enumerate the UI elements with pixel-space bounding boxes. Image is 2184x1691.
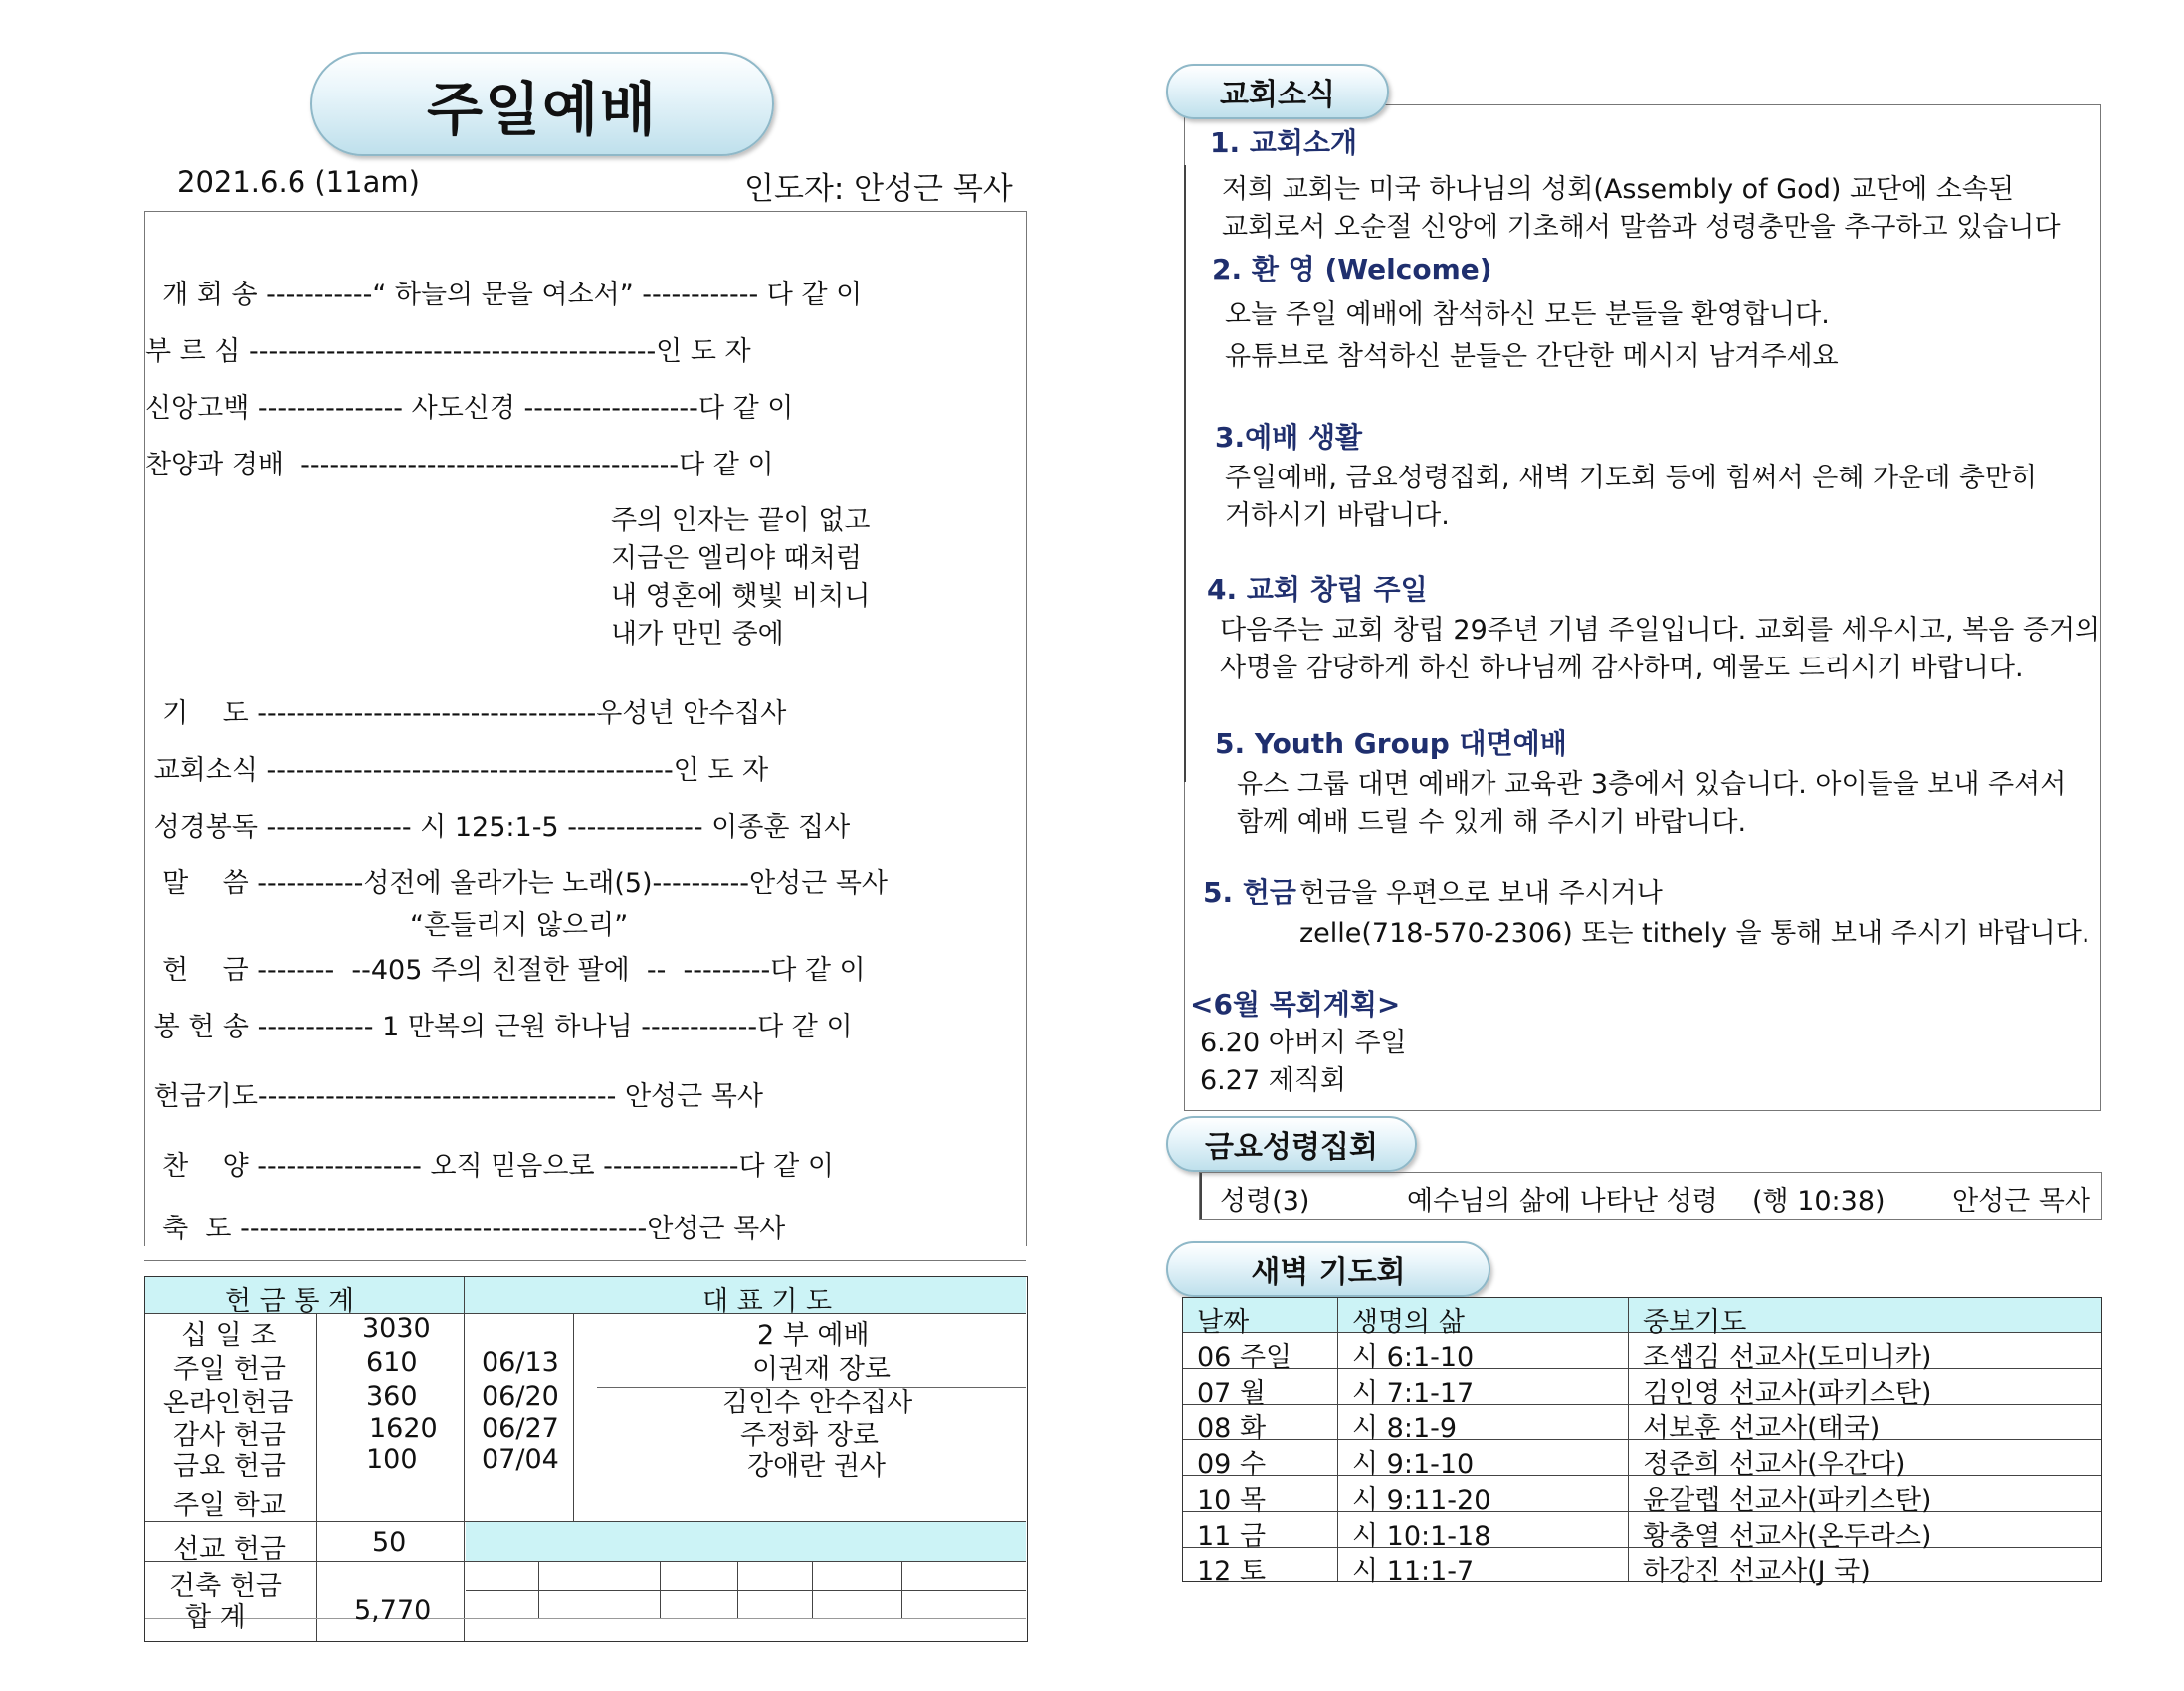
order-line: 개 회 송 -----------“ 하늘의 문을 여소서” ------------ 다 같 이: [145, 280, 863, 310]
offering-label: 선교 헌금: [173, 1534, 286, 1565]
order-line: 축 도 ------------------------------------------안성근 목사: [145, 1214, 786, 1244]
sermon-subtitle: “흔들리지 않으리”: [145, 910, 629, 941]
news-text: 다음주는 교회 창립 29주년 기념 주일입니다. 교회를 세우시고, 복음 증거의: [1220, 615, 2101, 646]
news-title: 교회소식: [1166, 64, 1389, 119]
dawn-cell: 황충열 선교사(온두라스): [1643, 1521, 1932, 1552]
news-text: 유튜브로 참석하신 분들은 간단한 메시지 남겨주세요: [1225, 341, 1839, 372]
order-line: 성경봉독 --------------- 시 125:1-5 -------------- 이종훈 집사: [145, 812, 851, 843]
divider: [144, 1260, 1026, 1261]
news-heading: 4. 교회 창립 주일: [1207, 573, 1428, 606]
dawn-cell: 11 금: [1197, 1521, 1267, 1552]
news-text: 저희 교회는 미국 하나님의 성회(Assembly of God) 교단에 소속된: [1222, 174, 2015, 205]
news-heading: 5. Youth Group 대면예배: [1215, 727, 1567, 760]
prayer-date: 06/13: [482, 1347, 559, 1378]
order-line: 기 도 -----------------------------------우성년 안수집사: [145, 698, 787, 729]
dawn-header: 생명의 삶: [1352, 1307, 1465, 1338]
order-line: 봉 헌 송 ------------ 1 만복의 근원 하나님 ------------다 같 이: [145, 1012, 853, 1042]
friday-verse: (행 10:38): [1752, 1186, 1886, 1217]
offering-label: 건축 헌금: [169, 1571, 282, 1601]
prayer-header: 대 표 기 도: [702, 1286, 833, 1317]
offering-value: 1620: [369, 1413, 438, 1444]
dawn-header: 날짜: [1197, 1307, 1250, 1338]
plan-item: 6.27 제직회: [1200, 1065, 1346, 1096]
news-text: 사명을 감당하게 하신 하나님께 감사하며, 예물도 드리시기 바랍니다.: [1220, 653, 2024, 683]
offering-value: 100: [366, 1444, 418, 1475]
offering-value: 610: [366, 1347, 418, 1378]
order-line: 교회소식 ------------------------------------------인 도 자: [145, 755, 769, 786]
service-date: 2021.6.6 (11am): [177, 165, 420, 199]
news-text: 거하시기 바랍니다.: [1225, 500, 1450, 531]
order-line: 헌 금 -------- --405 주의 친절한 팔에 -- ---------다 같 이: [145, 955, 866, 986]
offering-value: 50: [372, 1527, 407, 1558]
news-text: 헌금을 우편으로 보내 주시거나: [1299, 878, 1663, 909]
offering-label: 온라인헌금: [163, 1388, 294, 1418]
prayer-name: 주정화 장로: [740, 1420, 879, 1451]
order-of-service: [144, 211, 1027, 1246]
plan-title: <6월 목회계획>: [1190, 988, 1401, 1021]
prayer-name: 이권재 장로: [752, 1354, 891, 1385]
dawn-cell: 시 9:1-10: [1352, 1449, 1475, 1480]
news-text: 함께 예배 드릴 수 있게 해 주시기 바랍니다.: [1237, 807, 1747, 838]
dawn-cell: 서보훈 선교사(태국): [1643, 1413, 1881, 1444]
friday-preacher: 안성근 목사: [1952, 1186, 2090, 1217]
offering-table: [144, 1276, 1028, 1642]
prayer-date: 06/20: [482, 1381, 559, 1411]
news-box: [1184, 104, 2101, 1111]
dawn-cell: 정준희 선교사(우간다): [1643, 1449, 1906, 1480]
order-line: 헌금기도------------------------------------- 안성근 목사: [145, 1081, 763, 1112]
dawn-cell: 07 월: [1197, 1378, 1267, 1409]
lyric-line: 내 영혼에 햇빛 비치니: [611, 581, 871, 612]
news-heading: 3.예배 생활: [1215, 421, 1363, 454]
prayer-name: 김인수 안수집사: [722, 1388, 913, 1418]
dawn-cell: 시 10:1-18: [1352, 1521, 1491, 1552]
order-line: 신앙고백 --------------- 사도신경 ------------------다 같 이: [145, 393, 794, 424]
dawn-cell: 김인영 선교사(파키스탄): [1643, 1378, 1932, 1409]
offering-label: 금요 헌금: [173, 1451, 286, 1482]
prayer-date: 06/27: [482, 1413, 559, 1444]
plan-item: 6.20 아버지 주일: [1200, 1028, 1407, 1058]
news-text: 오늘 주일 예배에 참석하신 모든 분들을 환영합니다.: [1225, 299, 1830, 330]
offering-value: 3030: [362, 1313, 431, 1344]
dawn-cell: 12 토: [1197, 1556, 1267, 1587]
friday-no: 성령(3): [1220, 1186, 1310, 1217]
dawn-cell: 06 주일: [1197, 1342, 1292, 1373]
dawn-cell: 시 8:1-9: [1352, 1413, 1458, 1444]
prayer-service: 2 부 예배: [757, 1320, 870, 1351]
dawn-cell: 하강진 선교사(J 국): [1643, 1556, 1871, 1587]
offering-label: 주일 학교: [173, 1490, 286, 1521]
prayer-name: 강애란 권사: [747, 1451, 886, 1482]
news-heading: 1. 교회소개: [1210, 126, 1358, 159]
dawn-cell: 시 11:1-7: [1352, 1556, 1475, 1587]
service-leader: 인도자: 안성근 목사: [744, 171, 1013, 207]
prayer-date: 07/04: [482, 1444, 559, 1475]
dawn-cell: 시 9:11-20: [1352, 1485, 1491, 1516]
lyric-line: 주의 인자는 끝이 없고: [611, 505, 871, 536]
dawn-cell: 시 6:1-10: [1352, 1342, 1475, 1373]
order-line: 부 르 심 ------------------------------------------인 도 자: [145, 336, 751, 367]
offering-label: 주일 헌금: [173, 1354, 286, 1385]
offering-total-label: 합 계: [185, 1602, 246, 1633]
order-line: 찬양과 경배 ---------------------------------------다 같 이: [145, 450, 774, 480]
friday-row: [1199, 1172, 2102, 1220]
news-text: zelle(718-570-2306) 또는 tithely 을 통해 보내 주시기 바랍니다.: [1299, 918, 2090, 949]
friday-topic: 예수님의 삶에 나타난 성령: [1407, 1186, 1718, 1217]
offering-label: 십 일 조: [181, 1320, 277, 1351]
friday-title: 금요성령집회: [1166, 1116, 1417, 1172]
dawn-cell: 조셉김 선교사(도미니카): [1643, 1342, 1932, 1373]
dawn-table: [1182, 1297, 2102, 1587]
page-title: 주일예배: [310, 52, 774, 156]
news-heading: 2. 환 영 (Welcome): [1212, 253, 1492, 285]
news-text: 주일예배, 금요성령집회, 새벽 기도회 등에 힘써서 은혜 가운데 충만히: [1225, 463, 2038, 493]
news-text: 교회로서 오순절 신앙에 기초해서 말씀과 성령충만을 추구하고 있습니다: [1222, 212, 2061, 243]
dawn-header: 중보기도: [1643, 1307, 1747, 1338]
lyric-line: 지금은 엘리야 때처럼: [611, 543, 862, 574]
news-heading: 5. 헌금: [1203, 876, 1296, 909]
offering-header: 헌 금 통 계: [225, 1286, 355, 1317]
offering-label: 감사 헌금: [173, 1420, 286, 1451]
order-line: 말 씀 -----------성전에 올라가는 노래(5)----------안성근 목사: [145, 868, 888, 899]
dawn-title: 새벽 기도회: [1166, 1241, 1490, 1297]
dawn-cell: 윤갈렙 선교사(파키스탄): [1643, 1485, 1932, 1516]
order-line: 찬 양 ----------------- 오직 믿음으로 --------------다 같 이: [145, 1151, 834, 1182]
dawn-cell: 10 목: [1197, 1485, 1267, 1516]
offering-value: 360: [366, 1381, 418, 1411]
news-text: 유스 그룹 대면 예배가 교육관 3층에서 있습니다. 아이들을 보내 주셔서: [1237, 769, 2067, 800]
dawn-cell: 시 7:1-17: [1352, 1378, 1475, 1409]
offering-total-value: 5,770: [354, 1596, 432, 1626]
lyric-line: 내가 만민 중에: [611, 619, 784, 650]
dawn-cell: 09 수: [1197, 1449, 1267, 1480]
dawn-cell: 08 화: [1197, 1413, 1267, 1444]
